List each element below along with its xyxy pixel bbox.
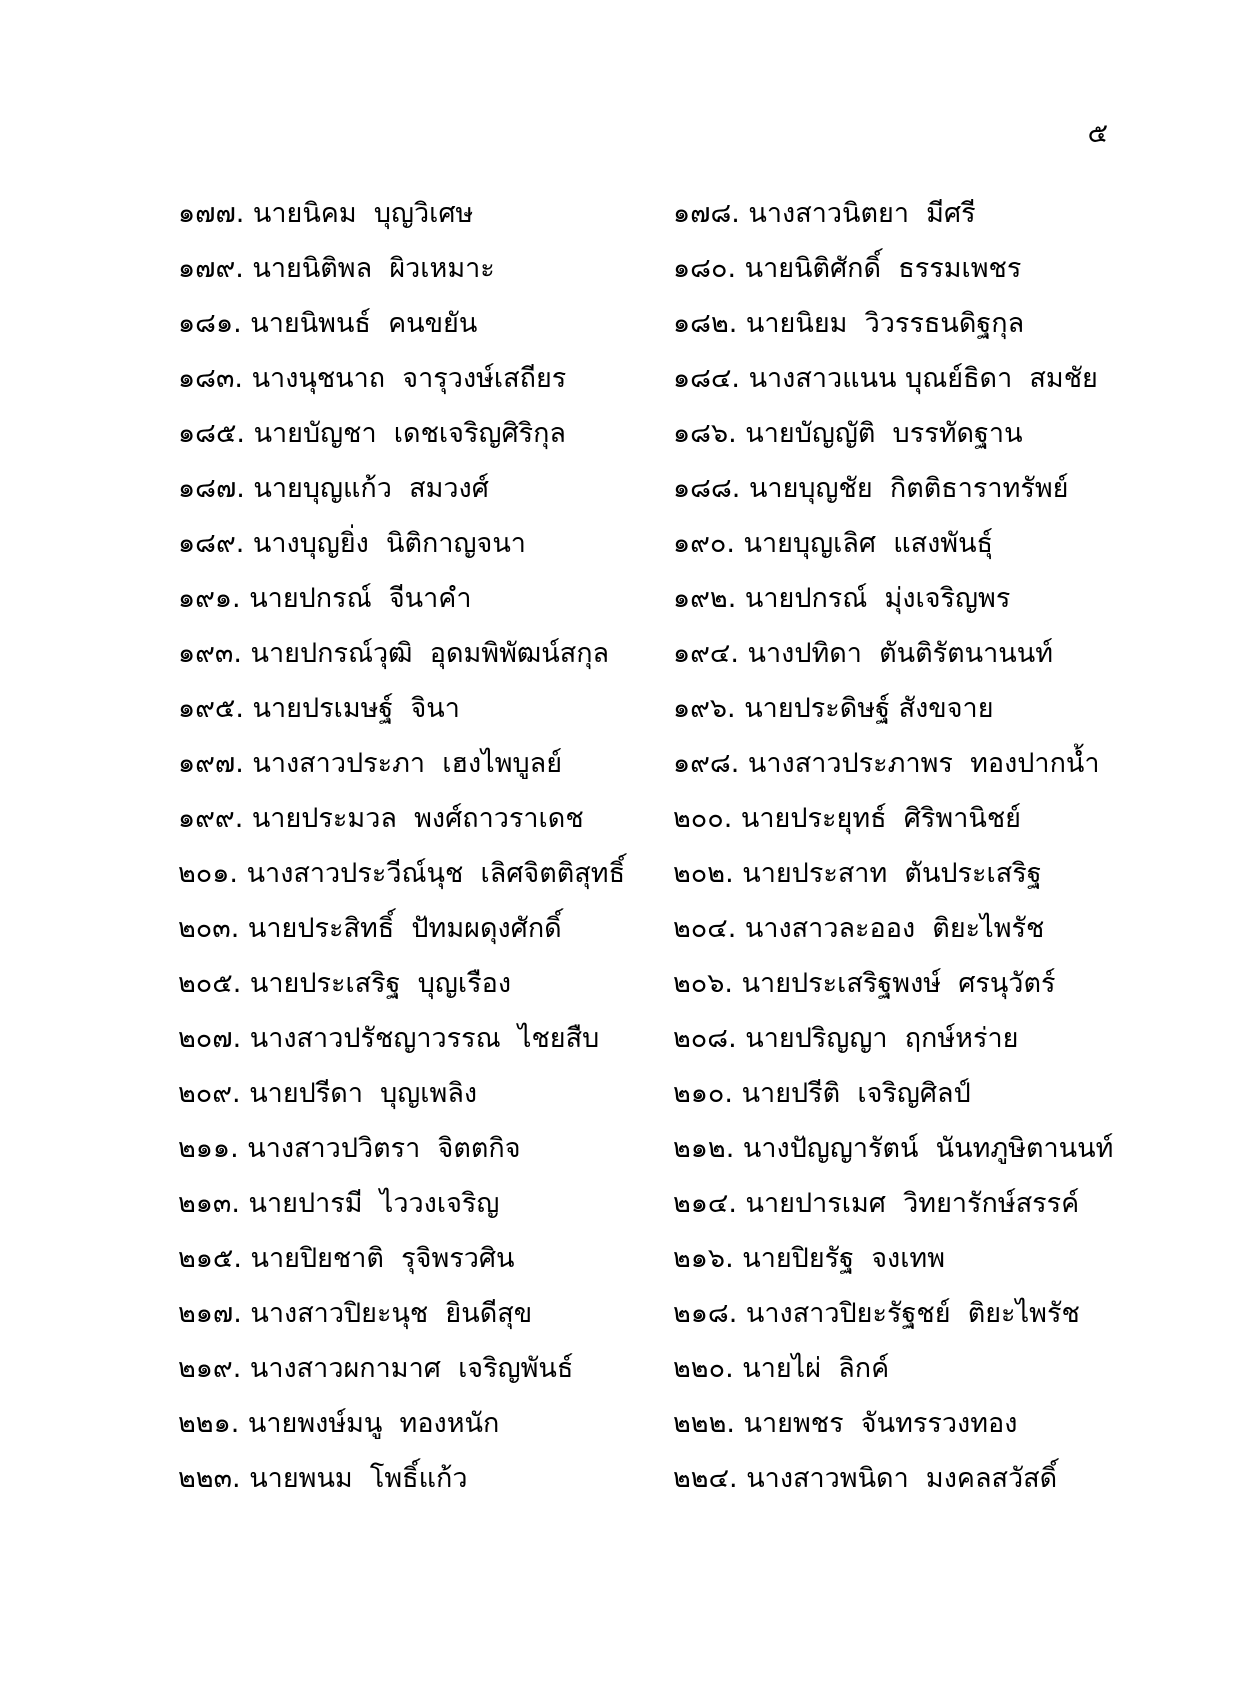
list-item: ๒๑๒. นางปัญญารัตน์ นันทภูษิตานนท์ (673, 1133, 1114, 1164)
list-row (0, 524, 1246, 579)
list-item: ๒๒๔. นางสาวพนิดา มงคลสวัสดิ์ (673, 1463, 1058, 1494)
list-row (0, 854, 1246, 909)
list-row (0, 579, 1246, 634)
list-item: ๒๐๐. นายประยุทธ์ ศิริพานิชย์ (673, 803, 1021, 834)
list-item: ๑๘๒. นายนิยม วิวรรธนดิฐกุล (673, 308, 1025, 339)
list-item: ๒๒๐. นายไผ่ ลิกค์ (673, 1353, 890, 1384)
list-row (0, 249, 1246, 304)
list-row (0, 909, 1246, 964)
list-item: ๑๙๘. นางสาวประภาพร ทองปากน้ำ (673, 748, 1100, 779)
list-item: ๒๑๗. นางสาวปิยะนุช ยินดีสุข (178, 1298, 533, 1329)
list-item: ๒๐๗. นางสาวปรัชญาวรรณ ไชยสืบ (178, 1023, 600, 1054)
list-row (0, 1404, 1246, 1459)
list-item: ๑๘๔. นางสาวแนน บุณย์ธิดา สมชัย (673, 363, 1098, 394)
list-item: ๒๑๕. นายปิยชาติ รุจิพรวศิน (178, 1243, 515, 1274)
list-item: ๑๘๓. นางนุชนาถ จารุวงษ์เสถียร (178, 363, 567, 394)
list-row (0, 414, 1246, 469)
list-item: ๑๙๕. นายปรเมษฐ์ จินา (178, 693, 460, 724)
list-row (0, 469, 1246, 524)
list-item: ๒๑๐. นายปรีติ เจริญศิลป์ (673, 1078, 971, 1109)
list-item: ๑๘๕. นายบัญชา เดชเจริญศิริกุล (178, 418, 566, 449)
list-item: ๒๐๕. นายประเสริฐ บุญเรือง (178, 968, 512, 999)
list-row (0, 799, 1246, 854)
list-item: ๒๐๘. นายปริญญา ฤกษ์หร่าย (673, 1023, 1019, 1054)
list-row (0, 1349, 1246, 1404)
list-item: ๑๘๘. นายบุญชัย กิตติธาราทรัพย์ (673, 473, 1069, 504)
list-item: ๒๐๒. นายประสาท ตันประเสริฐ (673, 858, 1042, 889)
list-item: ๑๙๖. นายประดิษฐ์ สังขจาย (673, 693, 994, 724)
list-row (0, 744, 1246, 799)
list-item: ๒๒๓. นายพนม โพธิ์แก้ว (178, 1463, 468, 1494)
list-item: ๒๐๓. นายประสิทธิ์ ปัทมผดุงศักดิ์ (178, 913, 562, 944)
list-item: ๑๘๗. นายบุญแก้ว สมวงศ์ (178, 473, 489, 504)
page-number: ๕ (1087, 118, 1108, 149)
list-item: ๑๗๘. นางสาวนิตยา มีศรี (673, 198, 976, 229)
list-item: ๒๑๖. นายปิยรัฐ จงเทพ (673, 1243, 946, 1274)
list-row (0, 1459, 1246, 1514)
list-item: ๒๑๘. นางสาวปิยะรัฐชย์ ติยะไพรัช (673, 1298, 1080, 1329)
list-row (0, 1239, 1246, 1294)
list-item: ๑๗๙. นายนิติพล ผิวเหมาะ (178, 253, 495, 284)
list-item: ๒๑๓. นายปารมี ไววงเจริญ (178, 1188, 500, 1219)
list-row (0, 1129, 1246, 1184)
list-item: ๑๘๐. นายนิติศักดิ์ ธรรมเพชร (673, 253, 1022, 284)
list-row (0, 304, 1246, 359)
list-row (0, 1294, 1246, 1349)
list-row (0, 1184, 1246, 1239)
list-item: ๑๙๗. นางสาวประภา เฮงไพบูลย์ (178, 748, 563, 779)
list-row (0, 964, 1246, 1019)
list-item: ๑๙๒. นายปกรณ์ มุ่งเจริญพร (673, 583, 1011, 614)
list-item: ๒๑๑. นางสาวปวิตรา จิตตกิจ (178, 1133, 521, 1164)
list-row (0, 194, 1246, 249)
list-item: ๑๗๗. นายนิคม บุญวิเศษ (178, 198, 474, 229)
list-item: ๑๙๙. นายประมวล พงศ์ถาวราเดช (178, 803, 584, 834)
list-item: ๒๑๔. นายปารเมศ วิทยารักษ์สรรค์ (673, 1188, 1080, 1219)
list-row (0, 689, 1246, 744)
list-item: ๑๙๓. นายปกรณ์วุฒิ อุดมพิพัฒน์สกุล (178, 638, 610, 669)
list-item: ๑๙๐. นายบุญเลิศ แสงพันธุ์ (673, 528, 994, 559)
list-item: ๑๘๖. นายบัญญัติ บรรทัดฐาน (673, 418, 1023, 449)
list-item: ๒๐๔. นางสาวละออง ติยะไพรัช (673, 913, 1045, 944)
list-item: ๑๘๙. นางบุญยิ่ง นิติกาญจนา (178, 528, 526, 559)
list-item: ๒๑๙. นางสาวผกามาศ เจริญพันธ์ (178, 1353, 574, 1384)
list-item: ๒๒๒. นายพชร จันทรรวงทอง (673, 1408, 1018, 1439)
list-item: ๑๙๑. นายปกรณ์ จีนาคำ (178, 583, 472, 614)
list-item: ๒๒๑. นายพงษ์มนู ทองหนัก (178, 1408, 500, 1439)
list-item: ๑๘๑. นายนิพนธ์ คนขยัน (178, 308, 478, 339)
list-row (0, 359, 1246, 414)
list-item: ๒๐๑. นางสาวประวีณ์นุช เลิศจิตติสุทธิ์ (178, 858, 626, 889)
list-item: ๒๐๙. นายปรีดา บุญเพลิง (178, 1078, 478, 1109)
list-item: ๒๐๖. นายประเสริฐพงษ์ ศรนุวัตร์ (673, 968, 1056, 999)
list-row (0, 1074, 1246, 1129)
list-row (0, 634, 1246, 689)
name-list (0, 194, 1246, 1514)
list-row (0, 1019, 1246, 1074)
list-item: ๑๙๔. นางปทิดา ตันติรัตนานนท์ (673, 638, 1054, 669)
